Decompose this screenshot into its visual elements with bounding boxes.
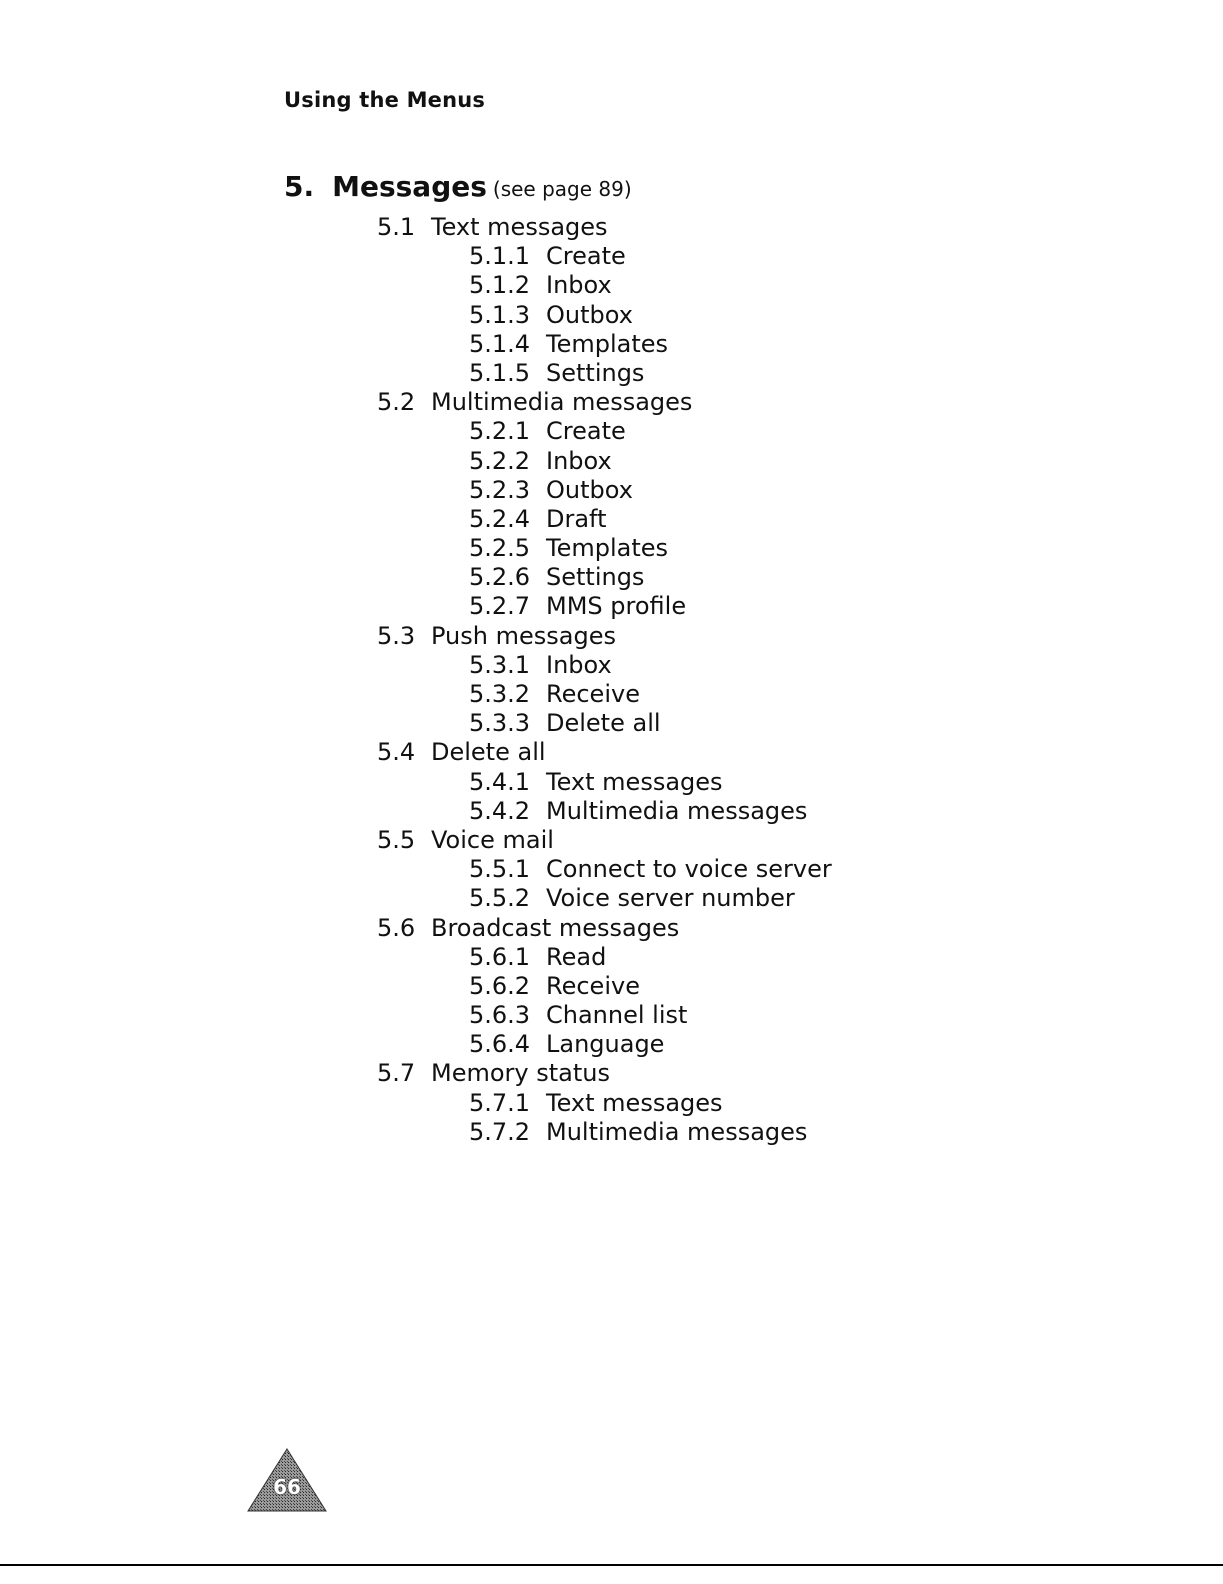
menu-item-label: Inbox <box>546 446 612 475</box>
menu-item-label: Memory status <box>431 1059 610 1088</box>
menu-item-number: 5.4.2 <box>469 796 531 825</box>
menu-item-number: 5.7.2 <box>469 1117 531 1146</box>
menu-item <box>0 622 1223 651</box>
menu-item-number: 5.3.1 <box>469 650 531 679</box>
submenu-item <box>0 943 1223 972</box>
menu-item-number: 5.2.4 <box>469 504 531 533</box>
menu-item-label: Push messages <box>431 621 616 650</box>
menu-item-number: 5.5 <box>377 825 416 854</box>
menu-item-number: 5.2.2 <box>469 446 531 475</box>
submenu-item <box>0 1089 1223 1118</box>
menu-item <box>0 738 1223 767</box>
menu-item-label: Delete all <box>431 738 546 767</box>
menu-item <box>0 1059 1223 1088</box>
menu-item-label: Draft <box>546 504 607 533</box>
menu-item-label: Receive <box>546 680 640 708</box>
menu-item-label: Inbox <box>546 650 612 679</box>
menu-item-label: Channel list <box>546 1001 688 1030</box>
menu-tree <box>0 213 1223 1147</box>
menu-item-label: Multimedia messages <box>546 796 808 825</box>
menu-item-label: Connect to voice server <box>546 855 832 884</box>
menu-item-label: Multimedia messages <box>431 388 693 417</box>
menu-item-number: 5.3.3 <box>469 709 531 738</box>
menu-item-label: Multimedia messages <box>546 1117 808 1146</box>
menu-item <box>0 388 1223 417</box>
submenu-item <box>0 1118 1223 1147</box>
menu-item-label: Receive <box>546 971 640 1000</box>
chapter-title <box>284 170 632 203</box>
menu-item-label: Create <box>546 417 626 446</box>
page-number: 66 <box>273 1475 301 1499</box>
menu-item-number: 5.3.2 <box>469 680 531 708</box>
submenu-item <box>0 797 1223 826</box>
menu-item-number: 5.2.5 <box>469 534 531 563</box>
submenu-item <box>0 271 1223 300</box>
menu-item-number: 5.6.4 <box>469 1030 531 1059</box>
menu-item-number: 5.7.1 <box>469 1088 531 1117</box>
submenu-item <box>0 884 1223 913</box>
submenu-item <box>0 359 1223 388</box>
menu-item-label: Voice server number <box>546 884 795 913</box>
menu-item-label: Text messages <box>546 1088 723 1117</box>
menu-item-label: Language <box>546 1030 665 1059</box>
menu-item-number: 5.6 <box>377 913 416 942</box>
menu-item-label: Inbox <box>546 271 612 300</box>
submenu-item <box>0 447 1223 476</box>
submenu-item <box>0 476 1223 505</box>
bottom-rule <box>0 1564 1223 1566</box>
menu-item-number: 5.6.2 <box>469 971 531 1000</box>
menu-item-number: 5.2 <box>377 388 416 417</box>
submenu-item <box>0 709 1223 738</box>
menu-item-number: 5.1.1 <box>469 242 531 271</box>
menu-item-number: 5.2.7 <box>469 592 531 621</box>
menu-item-label: Text messages <box>431 213 608 241</box>
menu-item-label: Broadcast messages <box>431 913 680 942</box>
menu-item-label: Templates <box>546 534 669 563</box>
submenu-item <box>0 330 1223 359</box>
submenu-item <box>0 1030 1223 1059</box>
menu-item-number: 5.4.1 <box>469 767 531 796</box>
submenu-item <box>0 242 1223 271</box>
page-number-badge <box>246 1447 328 1513</box>
menu-item-number: 5.1.4 <box>469 329 531 358</box>
submenu-item <box>0 301 1223 330</box>
submenu-item <box>0 1001 1223 1030</box>
menu-item-number: 5.6.3 <box>469 1001 531 1030</box>
menu-item-number: 5.7 <box>377 1059 416 1088</box>
menu-item-label: Delete all <box>546 709 661 738</box>
menu-item-number: 5.4 <box>377 738 416 767</box>
submenu-item <box>0 651 1223 680</box>
menu-item-label: Read <box>546 942 607 971</box>
menu-item <box>0 826 1223 855</box>
menu-item-number: 5.3 <box>377 621 416 650</box>
submenu-item <box>0 768 1223 797</box>
menu-item-label: Settings <box>546 358 645 387</box>
menu-item <box>0 914 1223 943</box>
chapter-name: Messages <box>332 170 487 203</box>
menu-item-label: Settings <box>546 563 645 592</box>
menu-item-label: Outbox <box>546 300 633 329</box>
menu-item-number: 5.2.1 <box>469 417 531 446</box>
submenu-item <box>0 972 1223 1001</box>
menu-item <box>0 213 1223 242</box>
submenu-item <box>0 592 1223 621</box>
section-header: Using the Menus <box>284 88 486 112</box>
submenu-item <box>0 680 1223 709</box>
chapter-number: 5. <box>284 170 315 203</box>
menu-item-label: Outbox <box>546 475 633 504</box>
menu-item-label: MMS profile <box>546 592 687 621</box>
menu-item-label: Text messages <box>546 767 723 796</box>
menu-item-number: 5.5.1 <box>469 855 531 884</box>
menu-item-label: Templates <box>546 329 669 358</box>
menu-item-number: 5.6.1 <box>469 942 531 971</box>
submenu-item <box>0 563 1223 592</box>
submenu-item <box>0 855 1223 884</box>
page-reference: (see page 89) <box>492 177 632 201</box>
menu-item-number: 5.2.6 <box>469 563 531 592</box>
menu-item-number: 5.1.5 <box>469 358 531 387</box>
submenu-item <box>0 505 1223 534</box>
menu-item-number: 5.5.2 <box>469 884 531 913</box>
menu-item-number: 5.1 <box>377 213 416 241</box>
menu-item-label: Create <box>546 242 626 271</box>
menu-item-label: Voice mail <box>431 825 554 854</box>
submenu-item <box>0 417 1223 446</box>
menu-item-number: 5.1.3 <box>469 300 531 329</box>
menu-item-number: 5.1.2 <box>469 271 531 300</box>
submenu-item <box>0 534 1223 563</box>
menu-item-number: 5.2.3 <box>469 475 531 504</box>
